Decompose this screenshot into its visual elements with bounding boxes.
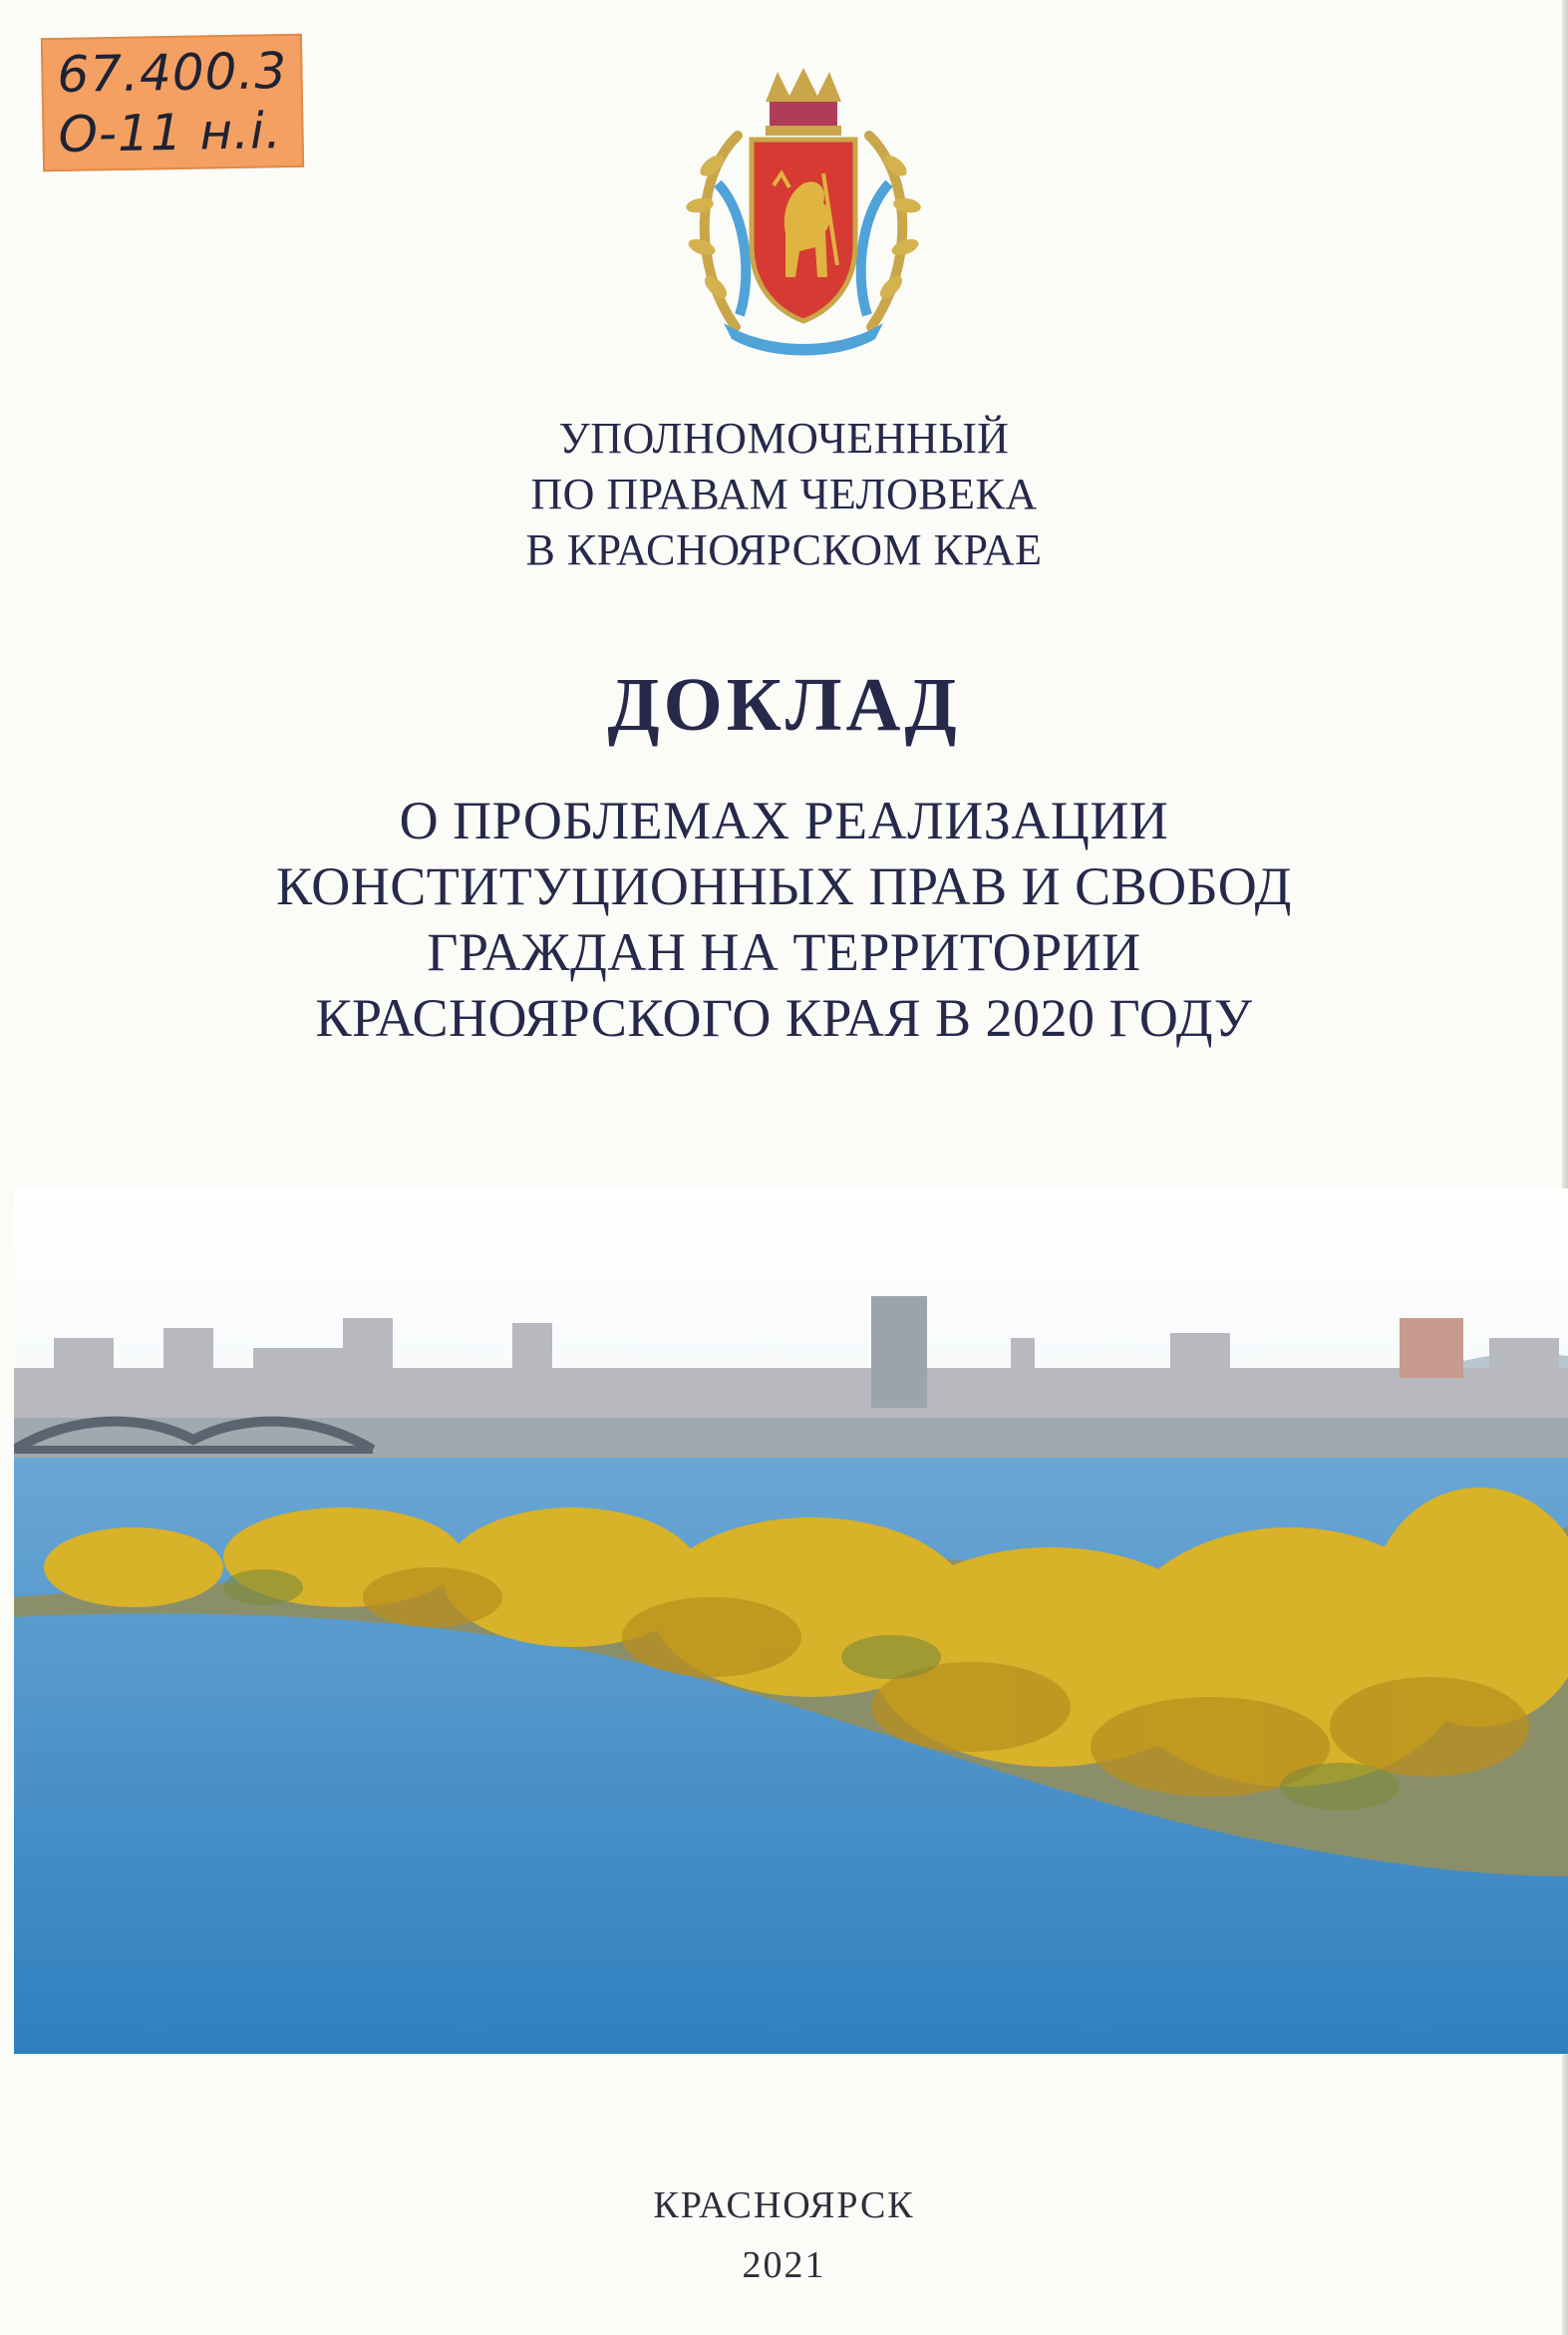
call-number-line-2: О-11 н.і.: [58, 102, 283, 164]
subtitle-line-2: КОНСТИТУЦИОННЫХ ПРАВ И СВОБОД: [276, 856, 1292, 916]
coat-of-arms-icon: [678, 66, 929, 365]
authority-name: [0, 411, 1568, 578]
publication-year: 2021: [742, 2244, 826, 2286]
krasnoyarsk-river-photo: [14, 1188, 1568, 2054]
authority-line-3: В КРАСНОЯРСКОМ КРАЕ: [525, 525, 1043, 574]
subtitle-line-1: О ПРОБЛЕМАХ РЕАЛИЗАЦИИ: [399, 791, 1169, 850]
document-title: ДОКЛАД: [607, 663, 961, 747]
call-number-line-1: 67.400.3: [56, 41, 288, 105]
document-subtitle: [0, 788, 1568, 1051]
library-call-number-sticker: [41, 34, 304, 172]
authority-line-2: ПО ПРАВАМ ЧЕЛОВЕКА: [530, 470, 1038, 518]
subtitle-line-4: КРАСНОЯРСКОГО КРАЯ В 2020 ГОДУ: [315, 988, 1253, 1048]
subtitle-line-3: ГРАЖДАН НА ТЕРРИТОРИИ: [427, 922, 1141, 982]
authority-line-1: УПОЛНОМОЧЕННЫЙ: [558, 414, 1010, 463]
publication-city: КРАСНОЯРСК: [653, 2184, 915, 2226]
